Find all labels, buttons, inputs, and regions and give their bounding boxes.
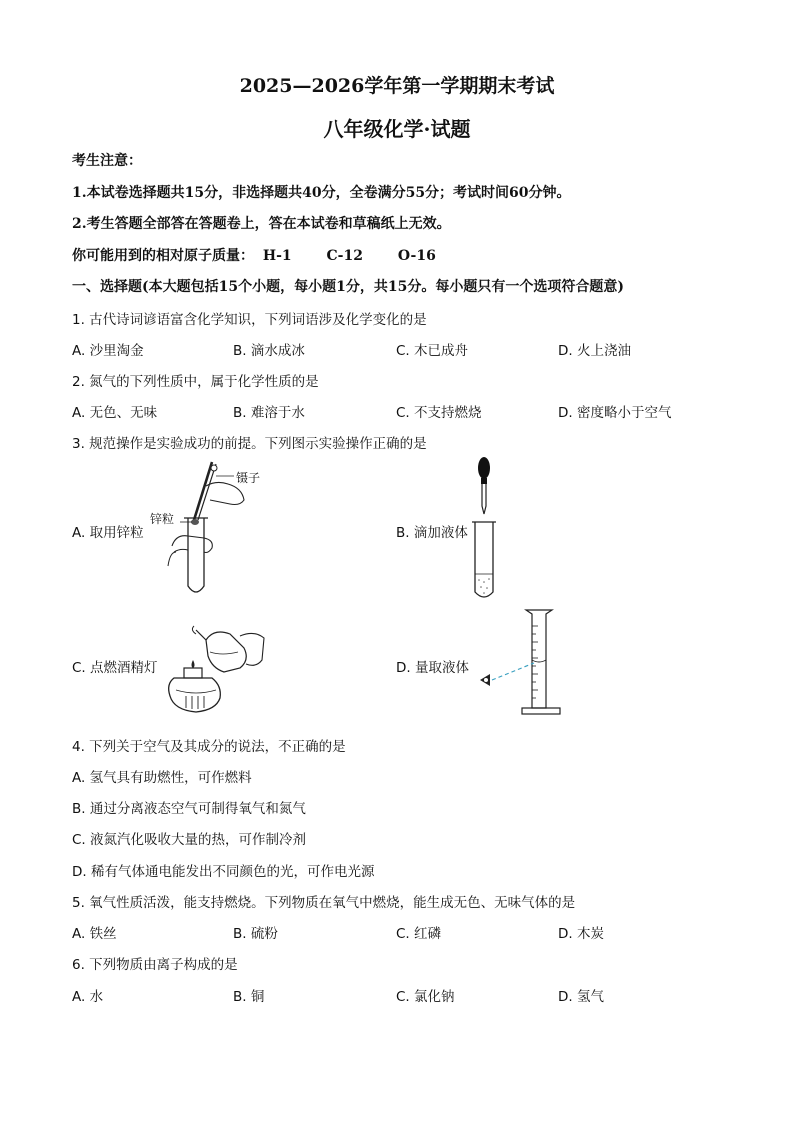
q6-option-a: A. 水 bbox=[72, 989, 104, 1005]
q6-option-b: B. 铜 bbox=[233, 989, 265, 1005]
mass-o: O-16 bbox=[397, 248, 436, 264]
notice-item-1: 1.本试卷选择题共15分，非选择题共40分，全卷满分55分；考试时间60分钟。 bbox=[72, 185, 571, 201]
alcohol-lamp-figure bbox=[160, 616, 270, 716]
q5-option-b: B. 硫粉 bbox=[233, 926, 278, 942]
question-5-stem: 5. 氧气性质活泼，能支持燃烧。下列物质在氧气中燃烧，能生成无色、无味气体的是 bbox=[72, 895, 576, 911]
atomic-masses bbox=[72, 245, 436, 265]
q5-option-c: C. 红磷 bbox=[396, 926, 442, 942]
q4-option-c: C. 液氮汽化吸收大量的热，可作制冷剂 bbox=[72, 832, 307, 848]
question-3-stem: 3. 规范操作是实验成功的前提。下列图示实验操作正确的是 bbox=[72, 436, 427, 452]
graduated-cylinder-figure bbox=[472, 608, 572, 720]
q1-option-a: A. 沙里淘金 bbox=[72, 343, 144, 359]
exam-subtitle: 八年级化学·试题 bbox=[323, 117, 471, 141]
q2-option-d: D. 密度略小于空气 bbox=[558, 405, 672, 421]
question-2-stem: 2. 氮气的下列性质中，属于化学性质的是 bbox=[72, 374, 319, 390]
q4-option-b: B. 通过分离液态空气可制得氧气和氮气 bbox=[72, 801, 306, 817]
q2-option-b: B. 难溶于水 bbox=[233, 405, 305, 421]
question-4-stem: 4. 下列关于空气及其成分的说法，不正确的是 bbox=[72, 739, 346, 755]
q6-option-d: D. 氢气 bbox=[558, 989, 604, 1005]
q1-option-d: D. 火上浇油 bbox=[558, 343, 631, 359]
q4-option-a: A. 氢气具有助燃性，可作燃料 bbox=[72, 770, 252, 786]
q5-option-a: A. 铁丝 bbox=[72, 926, 117, 942]
exam-title: 2025—2026学年第一学期期末考试 bbox=[239, 75, 555, 97]
q3-option-d: D. 量取液体 bbox=[396, 660, 469, 676]
zinc-label: 锌粒 bbox=[150, 512, 175, 526]
q6-option-c: C. 氯化钠 bbox=[396, 989, 455, 1005]
q3-option-b: B. 滴加液体 bbox=[396, 525, 468, 541]
mass-h: H-1 bbox=[262, 248, 292, 264]
tweezers-label: 镊子 bbox=[236, 471, 261, 485]
atomic-masses-label: 你可能用到的相对原子质量： bbox=[72, 248, 254, 264]
q1-option-c: C. 木已成舟 bbox=[396, 343, 469, 359]
q3-option-c: C. 点燃酒精灯 bbox=[72, 660, 158, 676]
q3-option-a: A. 取用锌粒 bbox=[72, 525, 144, 541]
question-6-stem: 6. 下列物质由离子构成的是 bbox=[72, 957, 238, 973]
dropper-figure bbox=[468, 456, 508, 604]
q2-option-a: A. 无色、无味 bbox=[72, 405, 158, 421]
question-1-stem: 1. 古代诗词谚语富含化学知识，下列词语涉及化学变化的是 bbox=[72, 312, 427, 328]
notice-heading: 考生注意： bbox=[72, 153, 142, 169]
section-heading: 一、选择题(本大题包括15个小题，每小题1分，共15分。每小题只有一个选项符合题意) bbox=[72, 279, 624, 295]
notice-item-2: 2.考生答题全部答在答题卷上，答在本试卷和草稿纸上无效。 bbox=[72, 216, 451, 232]
q2-option-c: C. 不支持燃烧 bbox=[396, 405, 482, 421]
q4-option-d: D. 稀有气体通电能发出不同颜色的光，可作电光源 bbox=[72, 864, 375, 880]
q5-option-d: D. 木炭 bbox=[558, 926, 604, 942]
q1-option-b: B. 滴水成冰 bbox=[233, 343, 305, 359]
mass-c: C-12 bbox=[326, 248, 363, 264]
